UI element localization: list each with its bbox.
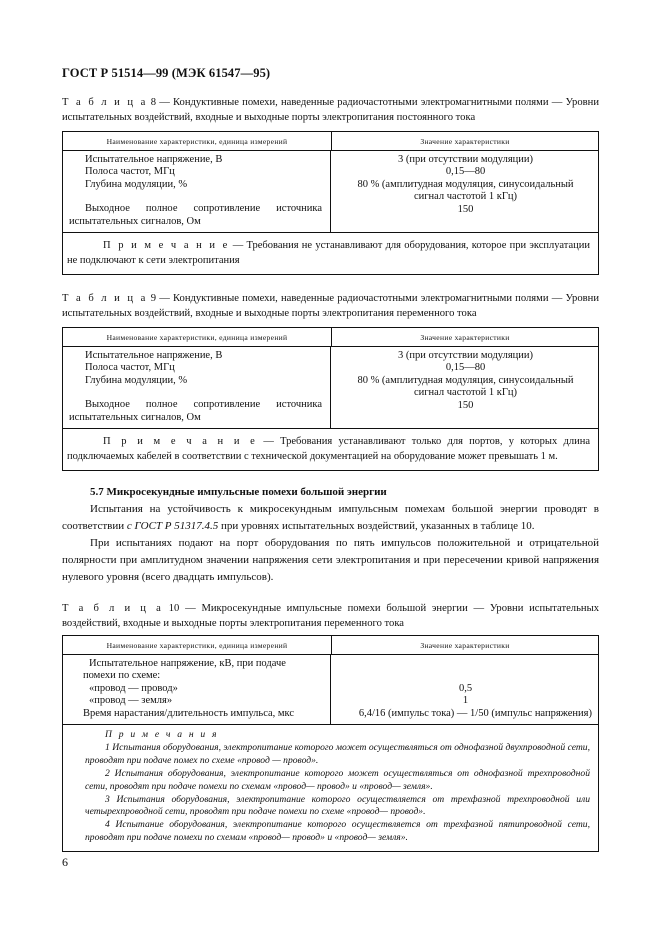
table8-label: Т а б л и ц а — [62, 97, 148, 108]
table8-caption — [62, 95, 599, 125]
table9-label: Т а б л и ц а — [62, 293, 148, 304]
table8-value-band: 0,15—80 — [445, 166, 486, 178]
table9-name-voltage: Испытательное напряжение, В — [85, 350, 223, 361]
table8-col-header-name: Наименование характеристики, единица измерений — [63, 132, 332, 150]
table8-value-depth: 80 % (амплитудная модуляция, синусоидальный — [357, 178, 574, 190]
table10-caption — [62, 601, 599, 631]
table8-name-voltage: Испытательное напряжение, В — [85, 154, 223, 165]
table9-name-impedance-2: испытательных сигналов, Ом — [69, 411, 201, 423]
section-p1-start: Испытания на устойчивость к микросекундным импульсным помехам большой энергии проводят в соответствии — [62, 503, 599, 532]
table9-value-depth-2: сигнал частотой 1 кГц) — [413, 387, 518, 399]
table10-label: Т а б л и ц а — [62, 603, 163, 614]
table10 — [62, 635, 599, 852]
section-5-7 — [62, 484, 599, 586]
section-paragraph-2: При испытаниях подают на порт оборудования по пять импульсов положительной и отрицательной полярности при амплитудном значении напряжения сети электропитания и при пересечении кривой напряжения нулевого уровня (всего двадцать импульсов). — [62, 537, 599, 583]
table8-caption-text: 8 — Кондуктивные помехи, наведенные радиочастотными электромагнитными полями — Уровни испытательных воздействий, входные и выходные порты электропитания постоянного тока — [62, 97, 599, 123]
table10-caption-text: 10 — Микросекундные импульсные помехи большой энергии — Уровни испытательных воздействий, входные и выходные порты электропитания переменного тока — [62, 603, 599, 629]
table10-name-voltage: Испытательное напряжение, кВ, при подаче — [89, 658, 286, 669]
table8-name-impedance: Выходное полное сопротивление источника — [85, 203, 322, 215]
table10-header-row — [63, 636, 598, 655]
section-p1-reference: с ГОСТ Р 51317.4.5 — [126, 520, 219, 532]
table8-name-impedance-2: испытательных сигналов, Ом — [69, 215, 201, 227]
table10-note-4: 4 Испытание оборудования, электропитание которого осуществляется от трехфазной пятипроводной сети, проводят при подаче помехи по схемам «провод— провод» и «провод— земля». — [85, 819, 590, 844]
table10-value-wire-wire: 0,5 — [458, 682, 473, 694]
table10-note-2: 2 Испытания оборудования, электропитание которого может осуществляться от однофазной трехпроводной сети, проводят при подаче помехи по схемам «провод— провод» и «провод— земля». — [85, 767, 590, 792]
table10-name-scheme: помехи по схеме: — [83, 670, 161, 682]
table9-caption-text: 9 — Кондуктивные помехи, наведенные радиочастотными электромагнитными полями — Уровни испытательных воздействий, входные и выходные порты электропитания переменного тока — [62, 293, 599, 319]
table8-value-impedance: 150 — [457, 203, 474, 215]
table8-note-text: — Требования не устанавливают для оборудования, которое при эксплуатации не подключают к сети электропитания — [67, 240, 590, 267]
table10-col-header-value: Значение характеристики — [420, 640, 510, 650]
table9-value-voltage: 3 (при отсутствии модуляции) — [397, 350, 534, 361]
table10-name-wire-ground: «провод — земля» — [89, 695, 173, 707]
table8-value-voltage: 3 (при отсутствии модуляции) — [397, 154, 534, 165]
table10-name-rise-time: Время нарастания/длительность импульса, мкс — [83, 707, 295, 719]
table10-notes-title: П р и м е ч а н и я — [105, 729, 219, 741]
table10-values — [331, 655, 598, 724]
table10-value-wire-ground: 1 — [462, 695, 469, 707]
page-number: 6 — [62, 855, 68, 869]
table9-value-impedance: 150 — [457, 399, 474, 411]
table8 — [62, 131, 599, 275]
table9-note-label: П р и м е ч а н и е — [103, 436, 258, 448]
table9-value-depth: 80 % (амплитудная модуляция, синусоидальный — [357, 374, 574, 386]
table9-name-depth: Глубина модуляции, % — [85, 374, 188, 386]
table10-note-3: 3 Испытания оборудования, электропитание которого осуществляется от трехфазной трехпроводной или четырехпроводной сети, проводят при подаче помехи по схеме «провод— провод». — [85, 793, 590, 818]
table9 — [62, 327, 599, 471]
table10-col-header-name: Наименование характеристики, единица измерений — [63, 636, 332, 654]
table8-note — [63, 233, 598, 274]
table9-names — [63, 347, 331, 428]
document-header: ГОСТ Р 51514—99 (МЭК 61547—95) — [62, 66, 271, 80]
table9-caption — [62, 291, 599, 321]
table9-body-row — [63, 347, 598, 429]
section-p1-end: при уровнях испытательных воздействий, указанных в таблице 10. — [218, 520, 535, 532]
table8-values — [331, 151, 598, 232]
table9-col-header-value: Значение характеристики — [420, 332, 510, 342]
table10-body-row — [63, 655, 598, 725]
table10-value-rise-time: 6,4/16 (импульс тока) — 1/50 (импульс напряжения) — [358, 707, 592, 719]
table8-header-row — [63, 132, 598, 151]
table10-note-1: 1 Испытания оборудования, электропитание которого может осуществляться от однофазной двухпроводной сети, проводят при подаче помех по схеме «провод — провод». — [85, 741, 590, 766]
table9-values — [331, 347, 598, 428]
table8-names — [63, 151, 331, 232]
table9-note — [63, 429, 598, 470]
table9-value-band: 0,15—80 — [445, 362, 486, 374]
table8-value-depth-2: сигнал частотой 1 кГц) — [413, 191, 518, 203]
table8-name-band: Полоса частот, МГц — [85, 166, 175, 178]
table10-name-wire-wire: «провод — провод» — [89, 682, 178, 694]
table9-header-row — [63, 328, 598, 347]
section-paragraph-1 — [62, 501, 599, 535]
table9-name-band: Полоса частот, МГц — [85, 362, 175, 374]
table10-notes — [63, 725, 598, 851]
table8-body-row — [63, 151, 598, 233]
table9-col-header-name: Наименование характеристики, единица измерений — [63, 328, 332, 346]
section-heading: 5.7 Микросекундные импульсные помехи большой энергии — [90, 486, 387, 498]
table8-note-label: П р и м е ч а н и е — [103, 240, 230, 252]
table9-note-text: — Требования устанавливают только для портов, у которых длина подключаемых кабелей в соответствии с технической документацией на оборудование может превышать 1 м. — [67, 436, 590, 463]
table8-col-header-value: Значение характеристики — [420, 136, 510, 146]
table9-name-impedance: Выходное полное сопротивление источника — [85, 399, 322, 411]
table10-names — [63, 655, 331, 724]
table8-name-depth: Глубина модуляции, % — [85, 178, 188, 190]
